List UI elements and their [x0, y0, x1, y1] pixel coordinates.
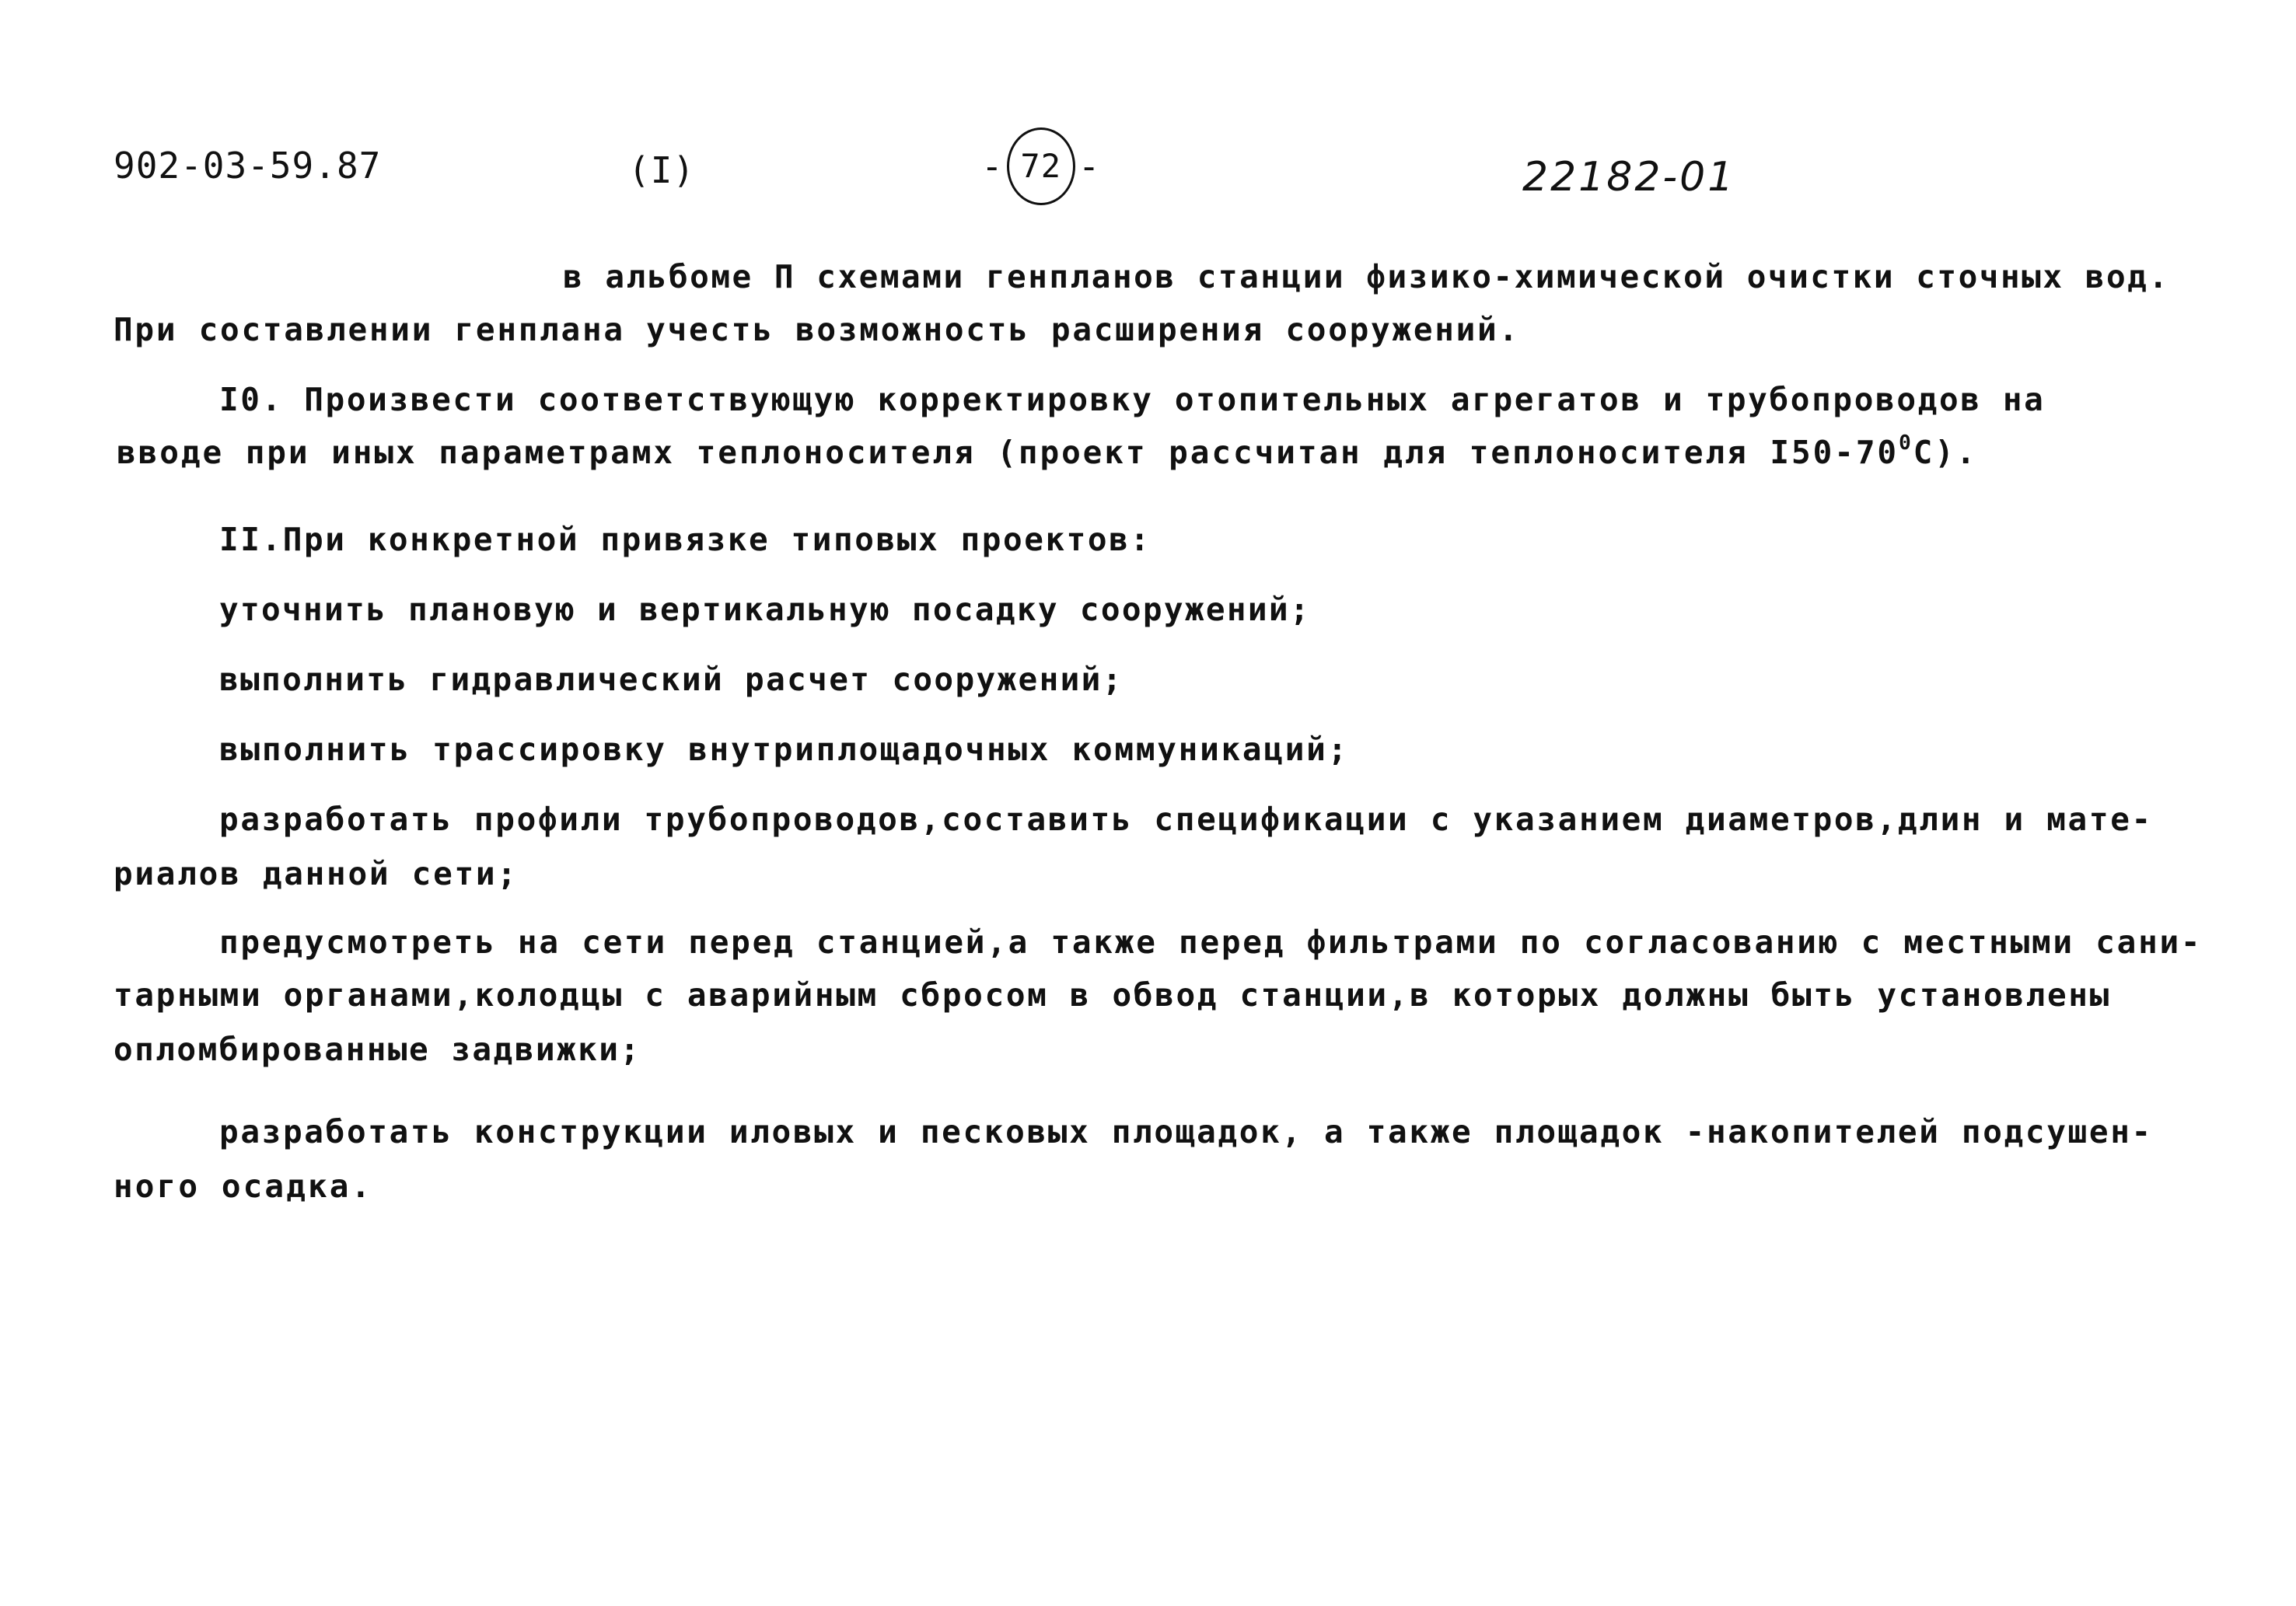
- body-line-2: При составлении генплана учесть возможность расширения сооружений.: [114, 311, 1520, 348]
- body-line-11: предусмотреть на сети перед станцией,а также перед фильтрами по согласованию с местными сани-: [219, 923, 2203, 961]
- page-number-block: [981, 127, 1100, 205]
- page-number: 72: [1007, 127, 1075, 205]
- page-number-dash-left: -: [981, 145, 1004, 187]
- body-line-8: выполнить трассировку внутриплощадочных коммуникаций;: [219, 731, 1349, 768]
- body-line-14: разработать конструкции иловых и песковых площадок, а также площадок -накопителей подсушен-: [219, 1113, 2153, 1150]
- degree-superscript: 0: [1899, 431, 1913, 455]
- document-code: 902-03-59.87: [114, 145, 382, 187]
- body-line-15: ного осадка.: [114, 1168, 373, 1205]
- page-number-dash-right: -: [1078, 145, 1101, 187]
- sheet-code: 22182-01: [1522, 154, 1736, 201]
- body-line-4: [117, 431, 1978, 471]
- document-part: (I): [628, 149, 696, 191]
- body-line-1: в альбоме П схемами генпланов станции физико-химической очистки сточных вод.: [563, 258, 2170, 295]
- body-line-3: I0. Произвести соответствующую корректировку отопительных агрегатов и трубопроводов на: [219, 381, 2046, 418]
- body-line-7: выполнить гидравлический расчет сооружений;: [219, 661, 1124, 698]
- body-line-10: риалов данной сети;: [114, 855, 519, 892]
- body-line-9: разработать профили трубопроводов,составить спецификации с указанием диаметров,длин и мате-: [219, 801, 2153, 838]
- body-line-4-text: вводе при иных параметрамх теплоносителя (проект рассчитан для теплоносителя I50-70: [117, 434, 1899, 471]
- body-line-13: опломбированные задвижки;: [114, 1031, 641, 1068]
- body-line-4-end: С).: [1913, 434, 1978, 471]
- body-line-5: II.При конкретной привязке типовых проектов:: [219, 521, 1151, 558]
- body-line-12: тарными органами,колодцы с аварийным сбросом в обвод станции,в которых должны быть установлены: [114, 976, 2111, 1014]
- body-line-6: уточнить плановую и вертикальную посадку сооружений;: [219, 591, 1311, 628]
